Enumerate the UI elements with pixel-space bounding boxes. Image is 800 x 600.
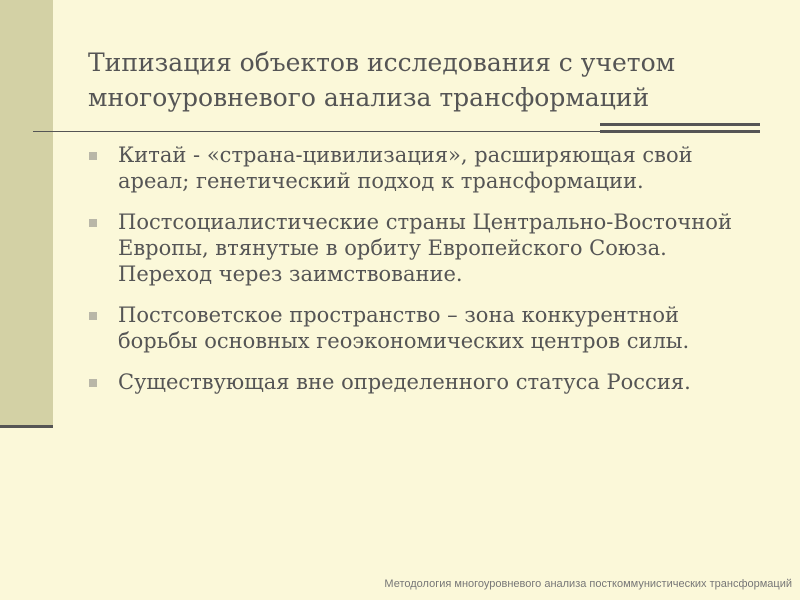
square-bullet-icon (89, 379, 97, 387)
bullet-text: Китай - «страна-цивилизация», расширяющая свой ареал; генетический подход к трансформации. (118, 143, 693, 193)
square-bullet-icon (89, 152, 97, 160)
left-accent-bar (0, 0, 53, 425)
square-bullet-icon (89, 219, 97, 227)
slide-footer: Методология многоуровневого анализа посткоммунистических трансформаций (384, 578, 792, 590)
bullet-item-post-soviet (88, 302, 758, 354)
bullet-list (88, 142, 758, 410)
left-accent-underline (0, 425, 53, 428)
bullet-text: Существующая вне определенного статуса Россия. (118, 370, 691, 394)
bullet-text: Постсоциалистические страны Центрально-Восточной Европы, втянутые в орбиту Европейского Союза. Переход через заимствование. (118, 210, 732, 286)
slide-title: Типизация объектов исследования с учетом многоуровневого анализа трансформаций (88, 48, 676, 112)
bullet-item-china (88, 142, 758, 194)
bullet-text: Постсоветское пространство – зона конкурентной борьбы основных геоэкономических центров силы. (118, 303, 690, 353)
bullet-item-cee (88, 209, 758, 287)
bullet-item-russia (88, 369, 758, 395)
square-bullet-icon (89, 312, 97, 320)
title-divider-accent (600, 123, 760, 140)
